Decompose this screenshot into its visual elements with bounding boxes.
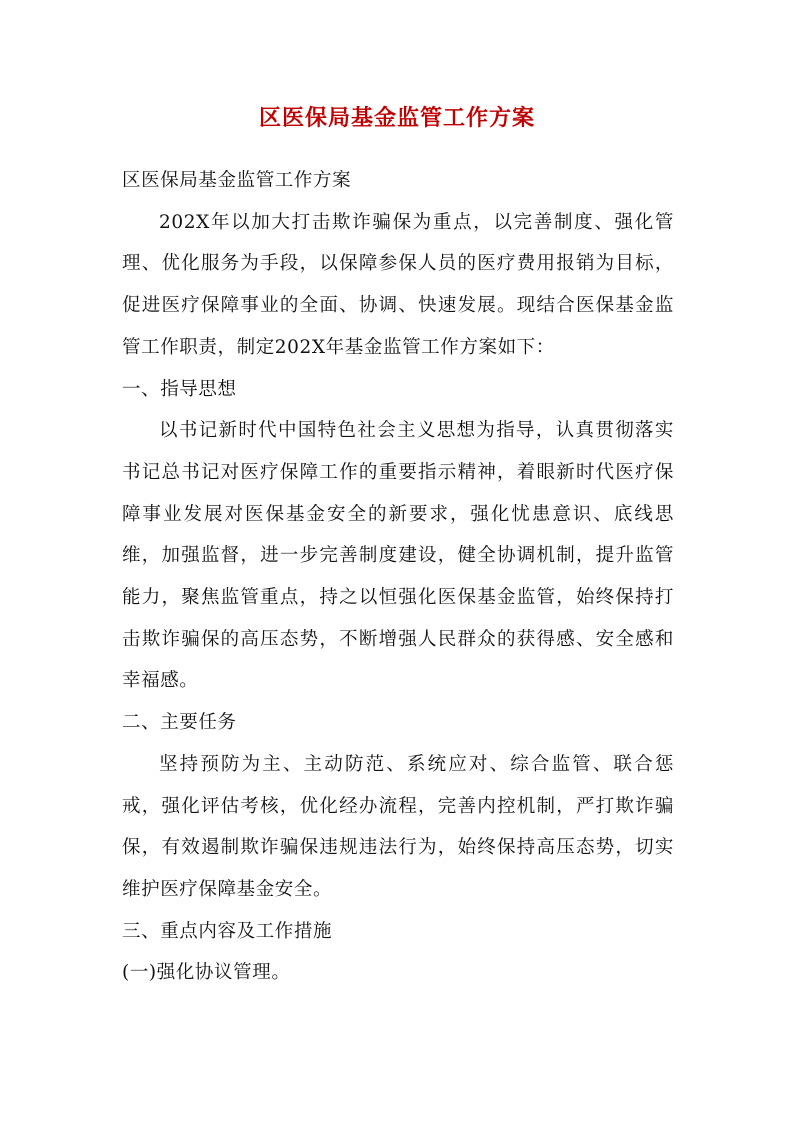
subsection-heading-agreement-management: (一)强化协议管理。 xyxy=(122,962,291,984)
document-body xyxy=(122,160,674,994)
section-heading-guiding-ideology: 一、指导思想 xyxy=(122,378,237,400)
guiding-ideology-paragraph: 以书记新时代中国特色社会主义思想为指导，认真贯彻落实书记总书记对医疗保障工作的重要指示精神，着眼新时代医疗保障事业发展对医保基金安全的新要求，强化忧患意识、底线思维，加强监督，进一步完善制度建设，健全协调机制，提升监管能力，聚焦监管重点，持之以恒强化医保基金监管，始终保持打击欺诈骗保的高压态势，不断增强人民群众的获得感、安全感和幸福感。 xyxy=(122,420,674,692)
document-title: 区医保局基金监管工作方案 xyxy=(258,105,535,131)
section-heading-main-tasks: 二、主要任务 xyxy=(122,712,237,734)
main-tasks-paragraph: 坚持预防为主、主动防范、系统应对、综合监管、联合惩戒，强化评估考核，优化经办流程，完善内控机制，严打欺诈骗保，有效遏制欺诈骗保违规违法行为，始终保持高压态势，切实维护医疗保障基金安全。 xyxy=(122,753,674,900)
section-heading-key-measures: 三、重点内容及工作措施 xyxy=(122,920,333,942)
intro-paragraph: 202X年以加大打击欺诈骗保为重点，以完善制度、强化管理、优化服务为手段，以保障参保人员的医疗费用报销为目标，促进医疗保障事业的全面、协调、快速发展。现结合医保基金监管工作职责，制定202X年基金监管工作方案如下： xyxy=(122,211,674,358)
body-subtitle: 区医保局基金监管工作方案 xyxy=(122,170,352,191)
